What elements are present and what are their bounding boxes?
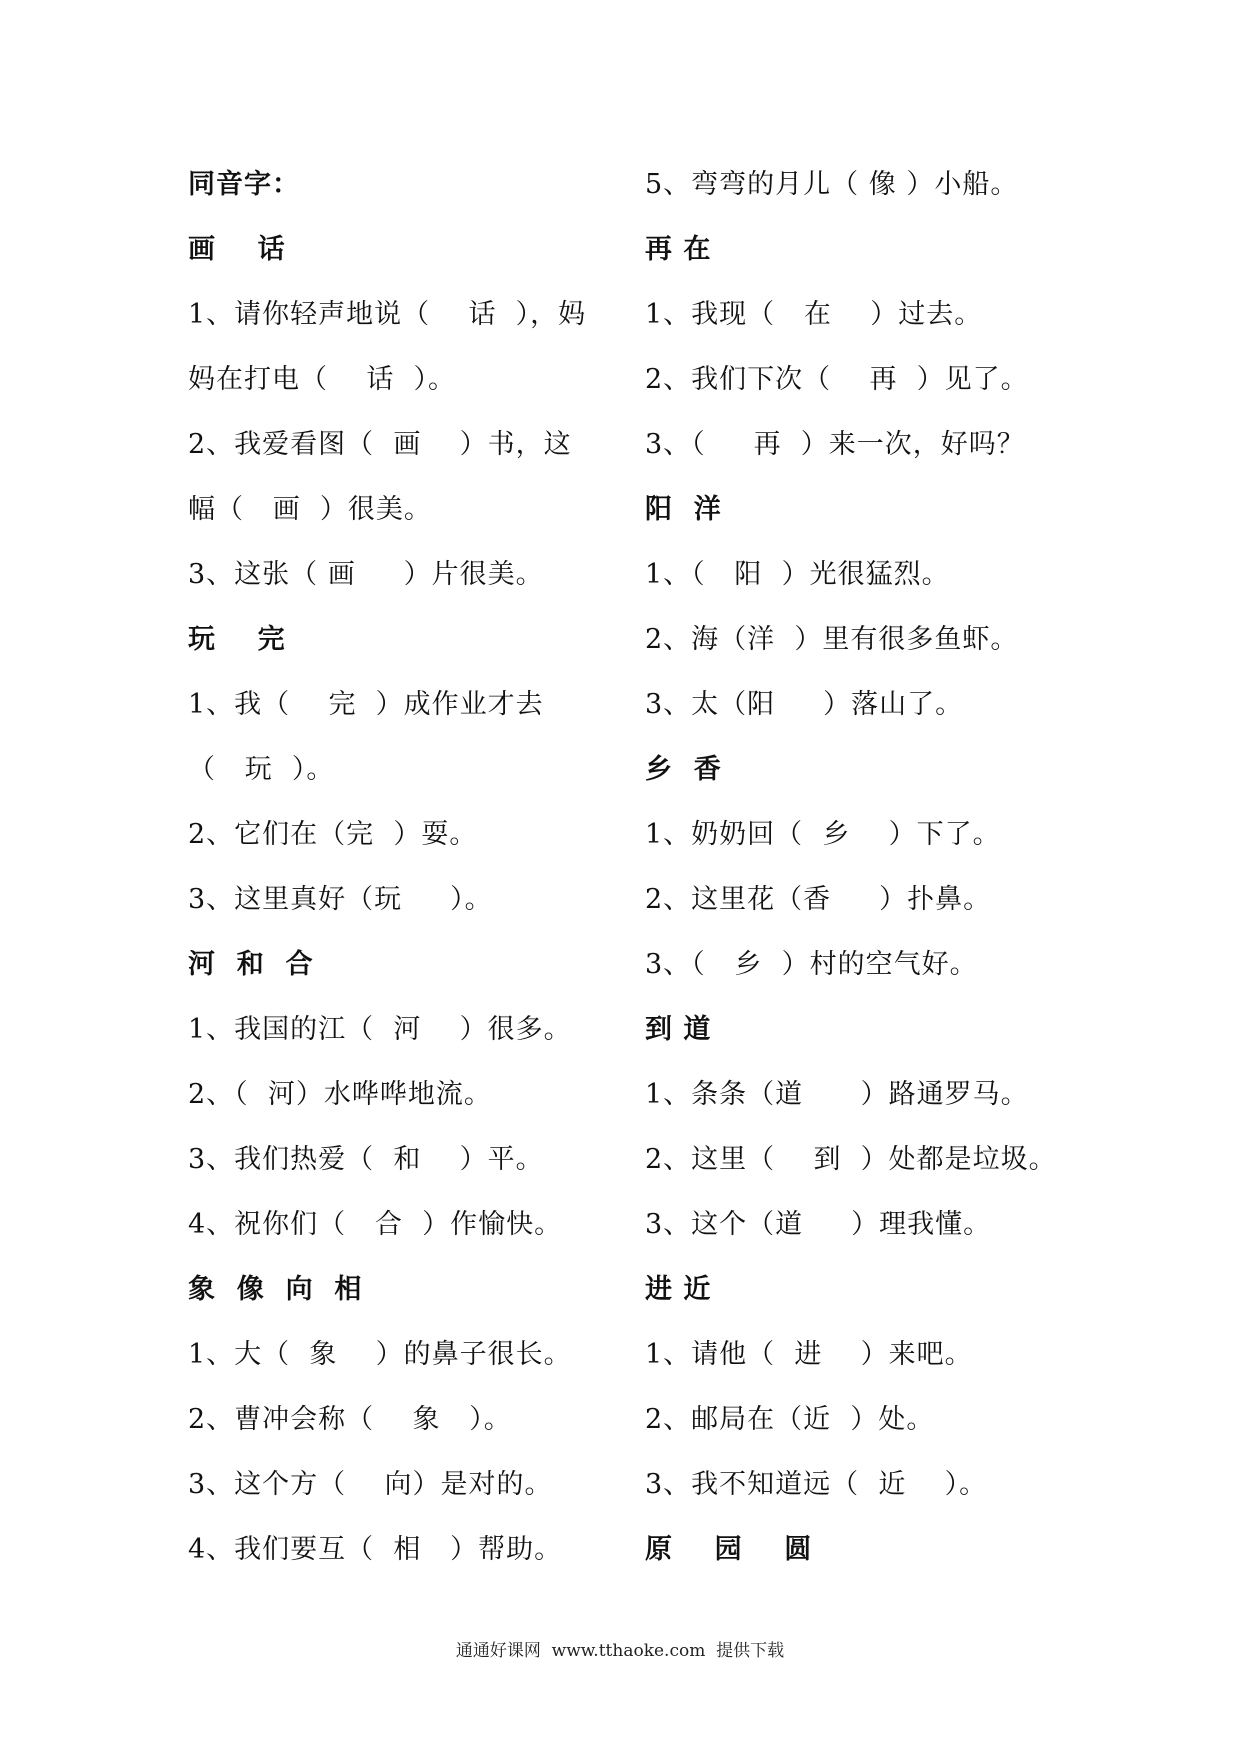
exercise-line: 5、弯弯的月儿（ 像 ）小船。: [645, 169, 1019, 200]
exercise-line: 1、请你轻声地说（ 话 ），妈: [188, 299, 587, 330]
exercise-line: 1、奶奶回（ 乡 ）下了。: [645, 819, 1001, 850]
exercise-line: 3、（ 再 ）来一次，好吗？: [645, 429, 1025, 460]
exercise-line: 2、它们在（完 ）耍。: [188, 819, 478, 850]
exercise-line: 3、这里真好（玩 ）。: [188, 884, 493, 915]
section-heading: 乡 香: [645, 754, 722, 785]
right-column: [645, 152, 1115, 1582]
exercise-line: 2、我们下次（ 再 ）见了。: [645, 364, 1029, 395]
left-column: [188, 152, 608, 1582]
section-heading: 象 像 向 相: [188, 1274, 363, 1305]
exercise-line: 1、请他（ 进 ）来吧。: [645, 1339, 973, 1370]
exercise-line: 2、我爱看图（ 画 ）书，这: [188, 429, 572, 460]
exercise-line: 1、我国的江（ 河 ）很多。: [188, 1014, 572, 1045]
exercise-line: 1、条条（道 ）路通罗马。: [645, 1079, 1029, 1110]
exercise-line: 3、这张（ 画 ）片很美。: [188, 559, 544, 590]
exercise-line: 3、（ 乡 ）村的空气好。: [645, 949, 978, 980]
exercise-line: 2、曹冲会称（ 象 ）。: [188, 1404, 512, 1435]
exercise-line: （ 玩 ）。: [188, 754, 335, 785]
section-heading: 同音字：: [188, 169, 300, 200]
exercise-line: 1、我（ 完 ）成作业才去: [188, 689, 544, 720]
section-heading: 原 园 圆: [645, 1534, 813, 1565]
exercise-line: 妈在打电（ 话 ）。: [188, 364, 456, 395]
exercise-line: 4、我们要互（ 相 ）帮助。: [188, 1534, 563, 1565]
section-heading: 到 道: [645, 1014, 712, 1045]
section-heading: 阳 洋: [645, 494, 722, 525]
exercise-line: 3、这个（道 ）理我懂。: [645, 1209, 992, 1240]
exercise-line: 3、我们热爱（ 和 ）平。: [188, 1144, 544, 1175]
footer-text: 通通好课网 www.tthaoke.com 提供下载: [455, 1641, 785, 1661]
exercise-line: 2、邮局在（近 ）处。: [645, 1404, 935, 1435]
exercise-line: 2、这里花（香 ）扑鼻。: [645, 884, 992, 915]
exercise-line: 3、这个方（ 向）是对的。: [188, 1469, 553, 1500]
exercise-line: 1、我现（ 在 ）过去。: [645, 299, 983, 330]
section-heading: 河 和 合: [188, 949, 314, 980]
section-heading: 玩 完: [188, 624, 286, 655]
exercise-line: 2、这里（ 到 ）处都是垃圾。: [645, 1144, 1057, 1175]
exercise-line: 1、（ 阳 ）光很猛烈。: [645, 559, 950, 590]
exercise-line: 3、我不知道远（ 近 ）。: [645, 1469, 988, 1500]
exercise-line: 2、（ 河）水哗哗地流。: [188, 1079, 492, 1110]
exercise-line: 幅（ 画 ）很美。: [188, 494, 432, 525]
exercise-line: 4、祝你们（ 合 ）作愉快。: [188, 1209, 563, 1240]
section-heading: 进 近: [645, 1274, 712, 1305]
section-heading: 画 话: [188, 234, 286, 265]
exercise-line: 3、太（阳 ）落山了。: [645, 689, 964, 720]
exercise-line: 2、海（洋 ）里有很多鱼虾。: [645, 624, 1019, 655]
section-heading: 再 在: [645, 234, 712, 265]
exercise-line: 1、大（ 象 ）的鼻子很长。: [188, 1339, 572, 1370]
